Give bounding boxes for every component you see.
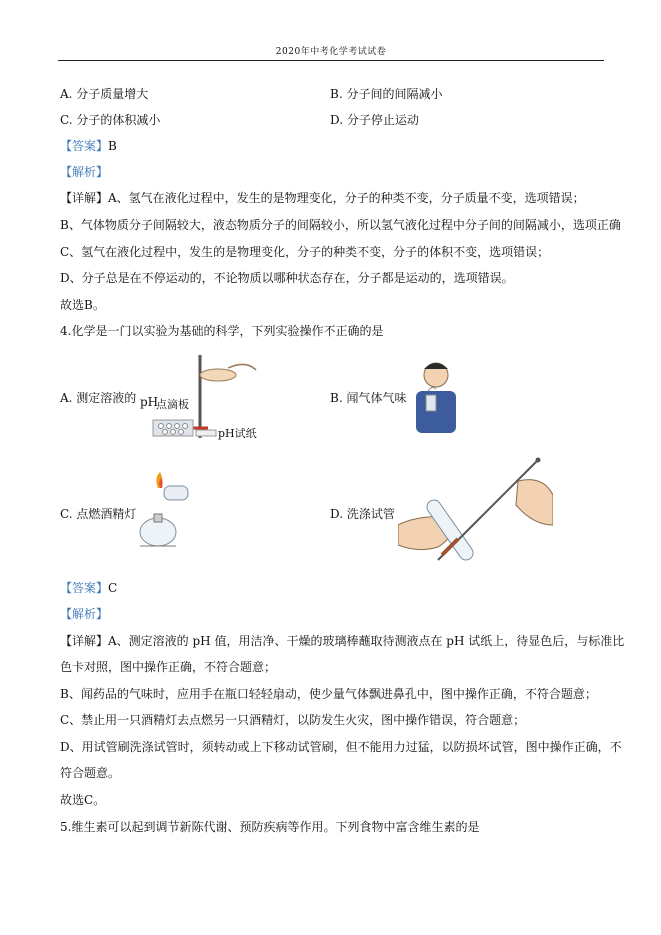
alcohol-lamp-illustration	[134, 472, 204, 552]
option-a-text: A. 测定溶液的	[60, 391, 137, 405]
q3-conclusion: 故选B。	[60, 298, 105, 312]
q4-detail-d-2: 符合题意。	[60, 766, 121, 780]
q3-detail-b: B、气体物质分子间隔较大，液态物质分子的间隔较小，所以氢气液化过程中分子间的间隔减小，选项正确	[60, 218, 621, 232]
q4-option-d: D. 洗涤试管	[330, 507, 395, 521]
q3-analysis-tag: 【解析】	[60, 165, 109, 179]
q4-detail-a-2: 色卡对照，图中操作正确，不符合题意；	[60, 660, 277, 674]
answer-tag: 【答案】	[60, 139, 109, 153]
q3-option-c: C. 分子的体积减小	[60, 113, 161, 127]
q3-detail-d: D、分子总是在不停运动的，不论物质以哪种状态存在，分子都是运动的，选项错误。	[60, 271, 514, 285]
q4-option-c: C. 点燃酒精灯	[60, 507, 137, 521]
q5-stem: 5.维生素可以起到调节新陈代谢、预防疾病等作用。下列食物中富含维生素的是	[60, 820, 480, 834]
q4-detail-c: C、禁止用一只酒精灯去点燃另一只酒精灯，以防发生火灾，图中操作错误，符合题意；	[60, 713, 526, 727]
q4-analysis-tag: 【解析】	[60, 607, 109, 621]
q4-detail-a-1	[60, 633, 624, 649]
answer-tag: 【答案】	[60, 581, 109, 595]
q4-conclusion: 故选C。	[60, 793, 106, 807]
q4-option-b: B. 闻气体气味	[330, 391, 407, 405]
q4-option-a	[60, 390, 136, 406]
wash-test-tube-illustration	[398, 455, 553, 567]
answer-value: C	[108, 581, 118, 595]
detail-tag: 【详解】	[60, 634, 109, 648]
q4-stem: 4.化学是一门以实验为基础的科学，下列实验操作不正确的是	[60, 324, 384, 338]
detail-text: A、测定溶液的 pH 值，用洁净、干燥的玻璃棒蘸取待测液点在 pH 试纸上，待显色后，与标准比	[108, 634, 625, 648]
plate-label: 点滴板	[156, 398, 189, 411]
q4-detail-d-1: D、用试管刷洗涤试管时，须转动或上下移动试管刷，但不能用力过猛，以防损坏试管，图中操作正确，不	[60, 740, 622, 754]
detail-text: A、氢气在液化过程中，发生的是物理变化，分子的种类不变，分子质量不变，选项错误；	[108, 191, 585, 205]
q3-detail-c: C、氢气在液化过程中，发生的是物理变化，分子的种类不变，分子的体积不变，选项错误；	[60, 245, 550, 259]
q4-detail-b: B、闻药品的气味时，应用手在瓶口轻轻扇动，使少量气体飘进鼻孔中，图中操作正确，不符合题意；	[60, 687, 597, 701]
answer-value: B	[108, 139, 117, 153]
q4-answer	[60, 580, 117, 596]
q3-option-b: B. 分子间的间隔减小	[330, 87, 443, 101]
smell-gas-illustration	[412, 355, 460, 435]
q3-answer	[60, 138, 117, 154]
ph-label: pH	[140, 395, 159, 409]
q3-option-d: D. 分子停止运动	[330, 113, 419, 127]
q3-option-a: A. 分子质量增大	[60, 87, 149, 101]
page-header: 2020年中考化学考试试卷	[275, 47, 387, 57]
q3-detail-a	[60, 190, 585, 206]
header-divider	[58, 60, 604, 61]
detail-tag: 【详解】	[60, 191, 109, 205]
paper-label: pH试纸	[218, 427, 257, 440]
